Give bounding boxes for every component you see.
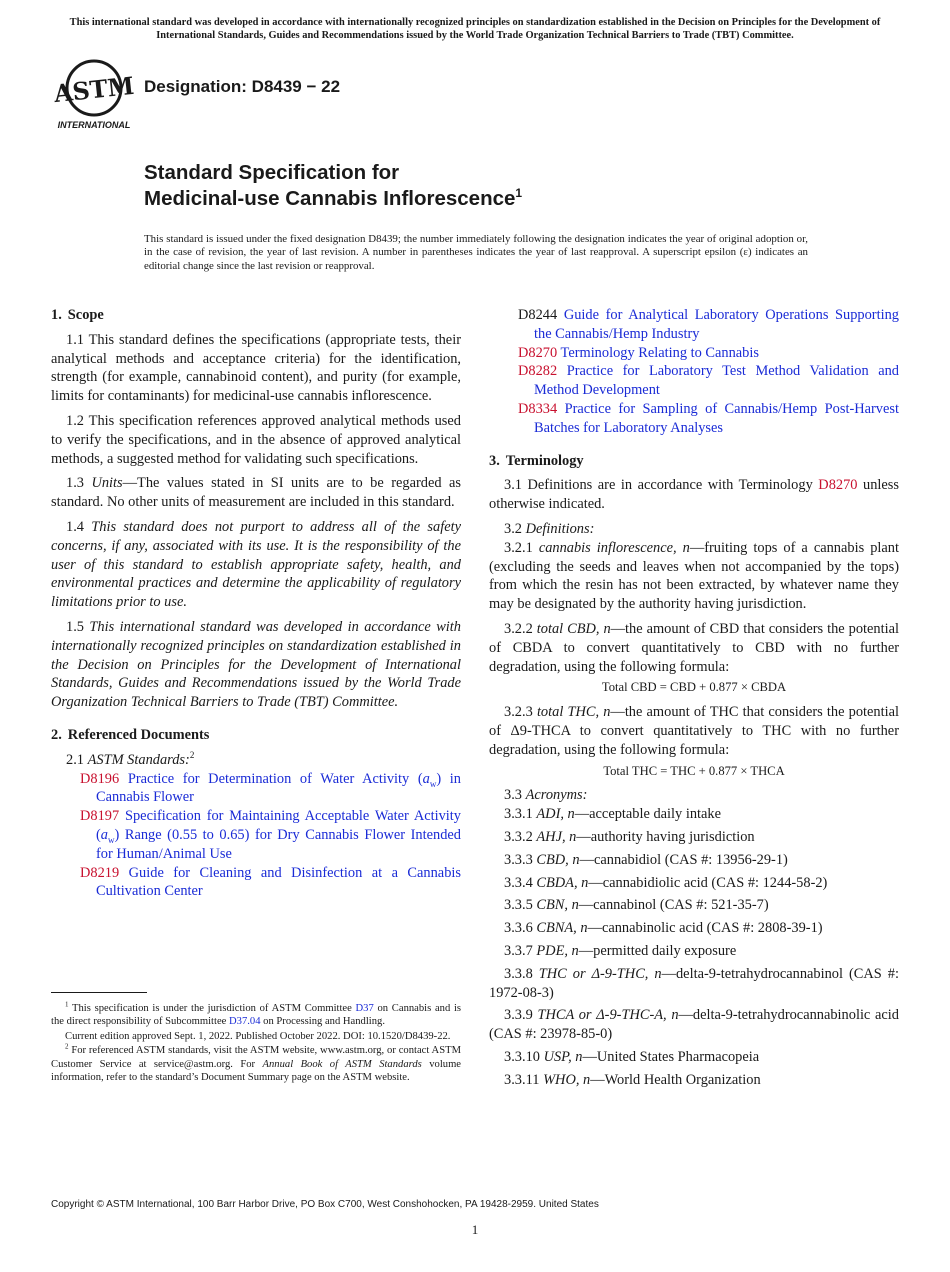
- acronym-usp: 3.3.10 USP, n—United States Pharmacopeia: [504, 1048, 760, 1065]
- para-1-3: 1.3 Units—The values stated in SI units are to be regarded as standard. No other units of measurement are included in this standard.: [51, 475, 461, 511]
- para-3-2-3: 3.2.3 total THC, n—the amount of THC that considers the potential of Δ9-THCA to convert quantitatively to THC with no further degradation, using the following formula:: [489, 704, 899, 758]
- ref-d8244: D8244 Guide for Analytical Laboratory Operations Supporting the Cannabis/Hemp Industry: [518, 307, 899, 342]
- ref-d8282: D8282 Practice for Laboratory Test Method Validation and Method Development: [518, 363, 899, 399]
- svg-text:INTERNATIONAL: INTERNATIONAL: [57, 120, 131, 130]
- right-column: [489, 306, 899, 1093]
- page-number: 1: [471, 1222, 479, 1237]
- copyright: Copyright © ASTM International, 100 Barr Harbor Drive, PO Box C700, West Conshohocken, PA 19428-2959. United States: [51, 1199, 599, 1210]
- ref-d8196-link[interactable]: Practice for Determination of Water Activity $(a_w)$ in Cannabis Flower: [96, 770, 461, 806]
- para-1-4: 1.4 This standard does not purport to address all of the safety concerns, if any, associated with its use. It is the responsibility of the user of this standard to establish appropriate safety, health, and environmental practices and determine the applicability of regulatory limitations prior to use.: [51, 518, 461, 611]
- preamble: This standard is issued under the fixed designation D8439; the number immediately following the designation indicates the year of original adoption or, in the case of revision, the year of last revision. A number in parentheses indicates the year of last reapproval. A superscript epsilon (ε) indicates an editorial change since the last revision or reapproval.: [144, 233, 808, 272]
- title-line-1: Standard Specification for: [144, 161, 400, 184]
- footnote-edition: Current edition approved Sept. 1, 2022. Published October 2022. DOI: 10.1520/D8439-22.: [65, 1030, 451, 1042]
- acronym-cbn: 3.3.5 CBN, n—cannabinol (CAS #: 521-35-7): [504, 897, 769, 914]
- ref-d8219-link[interactable]: Guide for Cleaning and Disinfection at a Cannabis Cultivation Center: [96, 864, 461, 900]
- subcommittee-d37-04-link[interactable]: D37.04: [229, 1016, 261, 1028]
- astm-logo: [52, 58, 136, 132]
- para-3-2-1: 3.2.1 cannabis inflorescence, n—fruiting tops of a cannabis plant (excluding the seeds and leaves when not accompanied by the tops) from which the resin has not been extracted, by whatever name they may be designated by the authority having jurisdiction.: [489, 539, 899, 613]
- acronym-pde: 3.3.7 PDE, n—permitted daily exposure: [504, 942, 737, 959]
- acronym-cbda: 3.3.4 CBDA, n—cannabidiolic acid (CAS #: 1244-58-2): [504, 874, 828, 891]
- para-1-1: 1.1 This standard defines the specifications (appropriate tests, their analytical methods and acceptance criteria) for the identification, strength (for example, cannabinoid content), and purity (for example, limits for contaminants) for medicinal-use cannabis inflorescence.: [51, 331, 461, 405]
- title-line-2: Medicinal-use Cannabis Inflorescence$^1$: [144, 186, 523, 210]
- ref-d8270-link[interactable]: Terminology Relating to Cannabis: [560, 344, 759, 361]
- footnote-2: $^2$ For referenced ASTM standards, visit the ASTM website, www.astm.org, or contact ASTM Customer Service at service@astm.org. For Annual Book of ASTM Standards volume information, refer to the standard’s Document Summary page on the ASTM website.: [51, 1042, 462, 1084]
- acronym-thca: 3.3.9 THCA or Δ-9-THC-A, n—delta-9-tetrahydrocannabinolic acid (CAS #: 23978-85-0): [489, 1007, 899, 1043]
- ref-d8196: D8196 Practice for Determination of Water Activity $(a_w)$ in Cannabis Flower: [80, 770, 461, 806]
- ref-d8244-link[interactable]: Guide for Analytical Laboratory Operations Supporting the Cannabis/Hemp Industry: [534, 307, 899, 342]
- footnote-1: $^1$ This specification is under the jurisdiction of ASTM Committee D37 on Cannabis and is the direct responsibility of Subcommittee D37.04 on Processing and Handling.: [51, 1000, 462, 1028]
- acronym-cbna: 3.3.6 CBNA, n—cannabinolic acid (CAS #: 2808-39-1): [504, 920, 823, 937]
- para-1-2: 1.2 This specification references approved analytical methods used to verify the specifications, and in the absence of approved analytical methods, a suggested method for validating such specifications.: [51, 412, 461, 467]
- formula-total-cbd: Total CBD = CBD + 0.877 × CBDA: [601, 680, 787, 695]
- ref-d8334: D8334 Practice for Sampling of Cannabis/Hemp Post-Harvest Batches for Laboratory Analyses: [518, 400, 899, 436]
- para-3-3: 3.3 Acronyms:: [504, 787, 588, 804]
- ref-d8270: D8270 Terminology Relating to Cannabis: [518, 344, 759, 361]
- committee-d37-link[interactable]: D37: [355, 1003, 374, 1014]
- ref-d8197-link[interactable]: Specification for Maintaining Acceptable Water Activity $(a_w)$ Range (0.55 to 0.65) for Dry Cannabis Flower Intended for Human/Animal Use: [96, 808, 461, 862]
- ref-d8334-link[interactable]: Practice for Sampling of Cannabis/Hemp Post-Harvest Batches for Laboratory Analyses: [534, 400, 899, 436]
- footnote-divider: [51, 992, 147, 993]
- tbt-notice: This international standard was developed in accordance with internationally recognized principles on standardization established in the Decision on Principles for the Development of International Standards, Guides and Recommendations issued by the World Trade Organization Technical Barriers to Trade (TBT) Committee.: [69, 17, 881, 41]
- designation: Designation: D8439 − 22: [144, 77, 341, 96]
- footnotes: [51, 1002, 461, 1085]
- svg-text:ASTM: ASTM: [52, 70, 136, 109]
- ref-d8282-link[interactable]: Practice for Laboratory Test Method Validation and Method Development: [534, 363, 899, 399]
- acronym-who: 3.3.11 WHO, n—World Health Organization: [504, 1071, 761, 1088]
- acronym-thc: 3.3.8 THC or Δ-9-THC, n—delta-9-tetrahydrocannabinol (CAS #: 1972-08-3): [489, 965, 899, 1001]
- left-column: [51, 306, 461, 901]
- section-1-heading: 1. Scope: [51, 307, 104, 323]
- acronym-ahj: 3.3.2 AHJ, n—authority having jurisdiction: [504, 828, 755, 845]
- section-2-heading: 2. Referenced Documents: [51, 726, 210, 743]
- para-1-5: 1.5 This international standard was developed in accordance with internationally recognized principles on standardization established in the Decision on Principles for the Development of International Standards, Guides and Recommendations issued by the World Trade Organization Technical Barriers to Trade (TBT) Committee.: [51, 618, 461, 711]
- formula-total-thc: Total THC = THC + 0.877 × THCA: [603, 763, 785, 778]
- astm-logo-icon: [52, 58, 136, 132]
- acronym-adi: 3.3.1 ADI, n—acceptable daily intake: [504, 806, 721, 823]
- para-2-1: 2.1 ASTM Standards:$^2$: [66, 749, 195, 768]
- document-title: [144, 160, 522, 212]
- ref-d8219: D8219 Guide for Cleaning and Disinfection at a Cannabis Cultivation Center: [80, 864, 461, 900]
- section-3-heading: 3. Terminology: [489, 452, 584, 469]
- para-3-2-2: 3.2.2 total CBD, n—the amount of CBD that considers the potential of CBDA to convert quantitatively to CBD with no further degradation, using the following formula:: [489, 620, 899, 675]
- d8270-link[interactable]: D8270: [818, 477, 858, 494]
- acronym-cbd: 3.3.3 CBD, n—cannabidiol (CAS #: 13956-29-1): [504, 851, 788, 868]
- para-3-1: 3.1 Definitions are in accordance with Terminology D8270 unless otherwise indicated.: [489, 477, 899, 513]
- ref-d8197: D8197 Specification for Maintaining Acceptable Water Activity $(a_w)$ Range (0.55 to 0.65) for Dry Cannabis Flower Intended for Human/Animal Use: [80, 808, 461, 862]
- para-3-2: 3.2 Definitions:: [504, 520, 595, 537]
